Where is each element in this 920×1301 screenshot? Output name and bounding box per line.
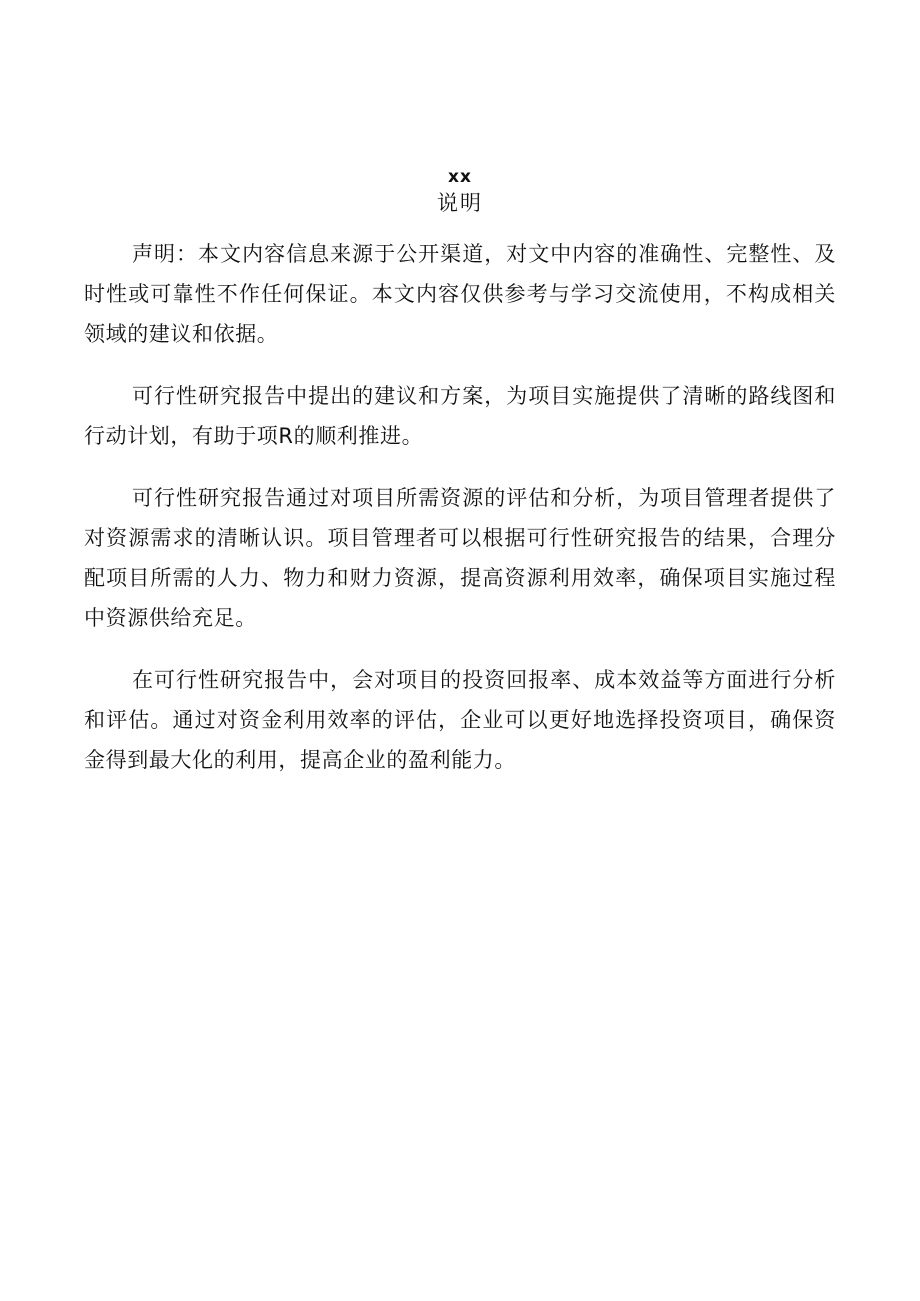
document-subtitle: 说明	[437, 191, 483, 215]
paragraph-disclaimer: 声明：本文内容信息来源于公开渠道，对文中内容的准确性、完整性、及时性或可靠性不作任何保证。本文内容仅供参考与学习交流使用，不构成相关领域的建议和依据。	[84, 242, 836, 346]
paragraph-resources: 可行性研究报告通过对项目所需资源的评估和分析，为项目管理者提供了对资源需求的清晰认识。项目管理者可以根据可行性研究报告的结果，合理分配项目所需的人力、物力和财力资源，提高资源利用效率，确保项目实施过程中资源供给充足。	[84, 486, 836, 630]
document-body	[84, 234, 836, 802]
paragraph-investment: 在可行性研究报告中，会对项目的投资回报率、成本效益等方面进行分析和评估。通过对资金利用效率的评估，企业可以更好地选择投资项目，确保资金得到最大化的利用，提高企业的盈利能力。	[84, 668, 836, 772]
document-title: xx	[448, 167, 472, 187]
paragraph-roadmap: 可行性研究报告中提出的建议和方案，为项目实施提供了清晰的路线图和行动计划，有助于项R的顺利推进。	[84, 384, 836, 448]
